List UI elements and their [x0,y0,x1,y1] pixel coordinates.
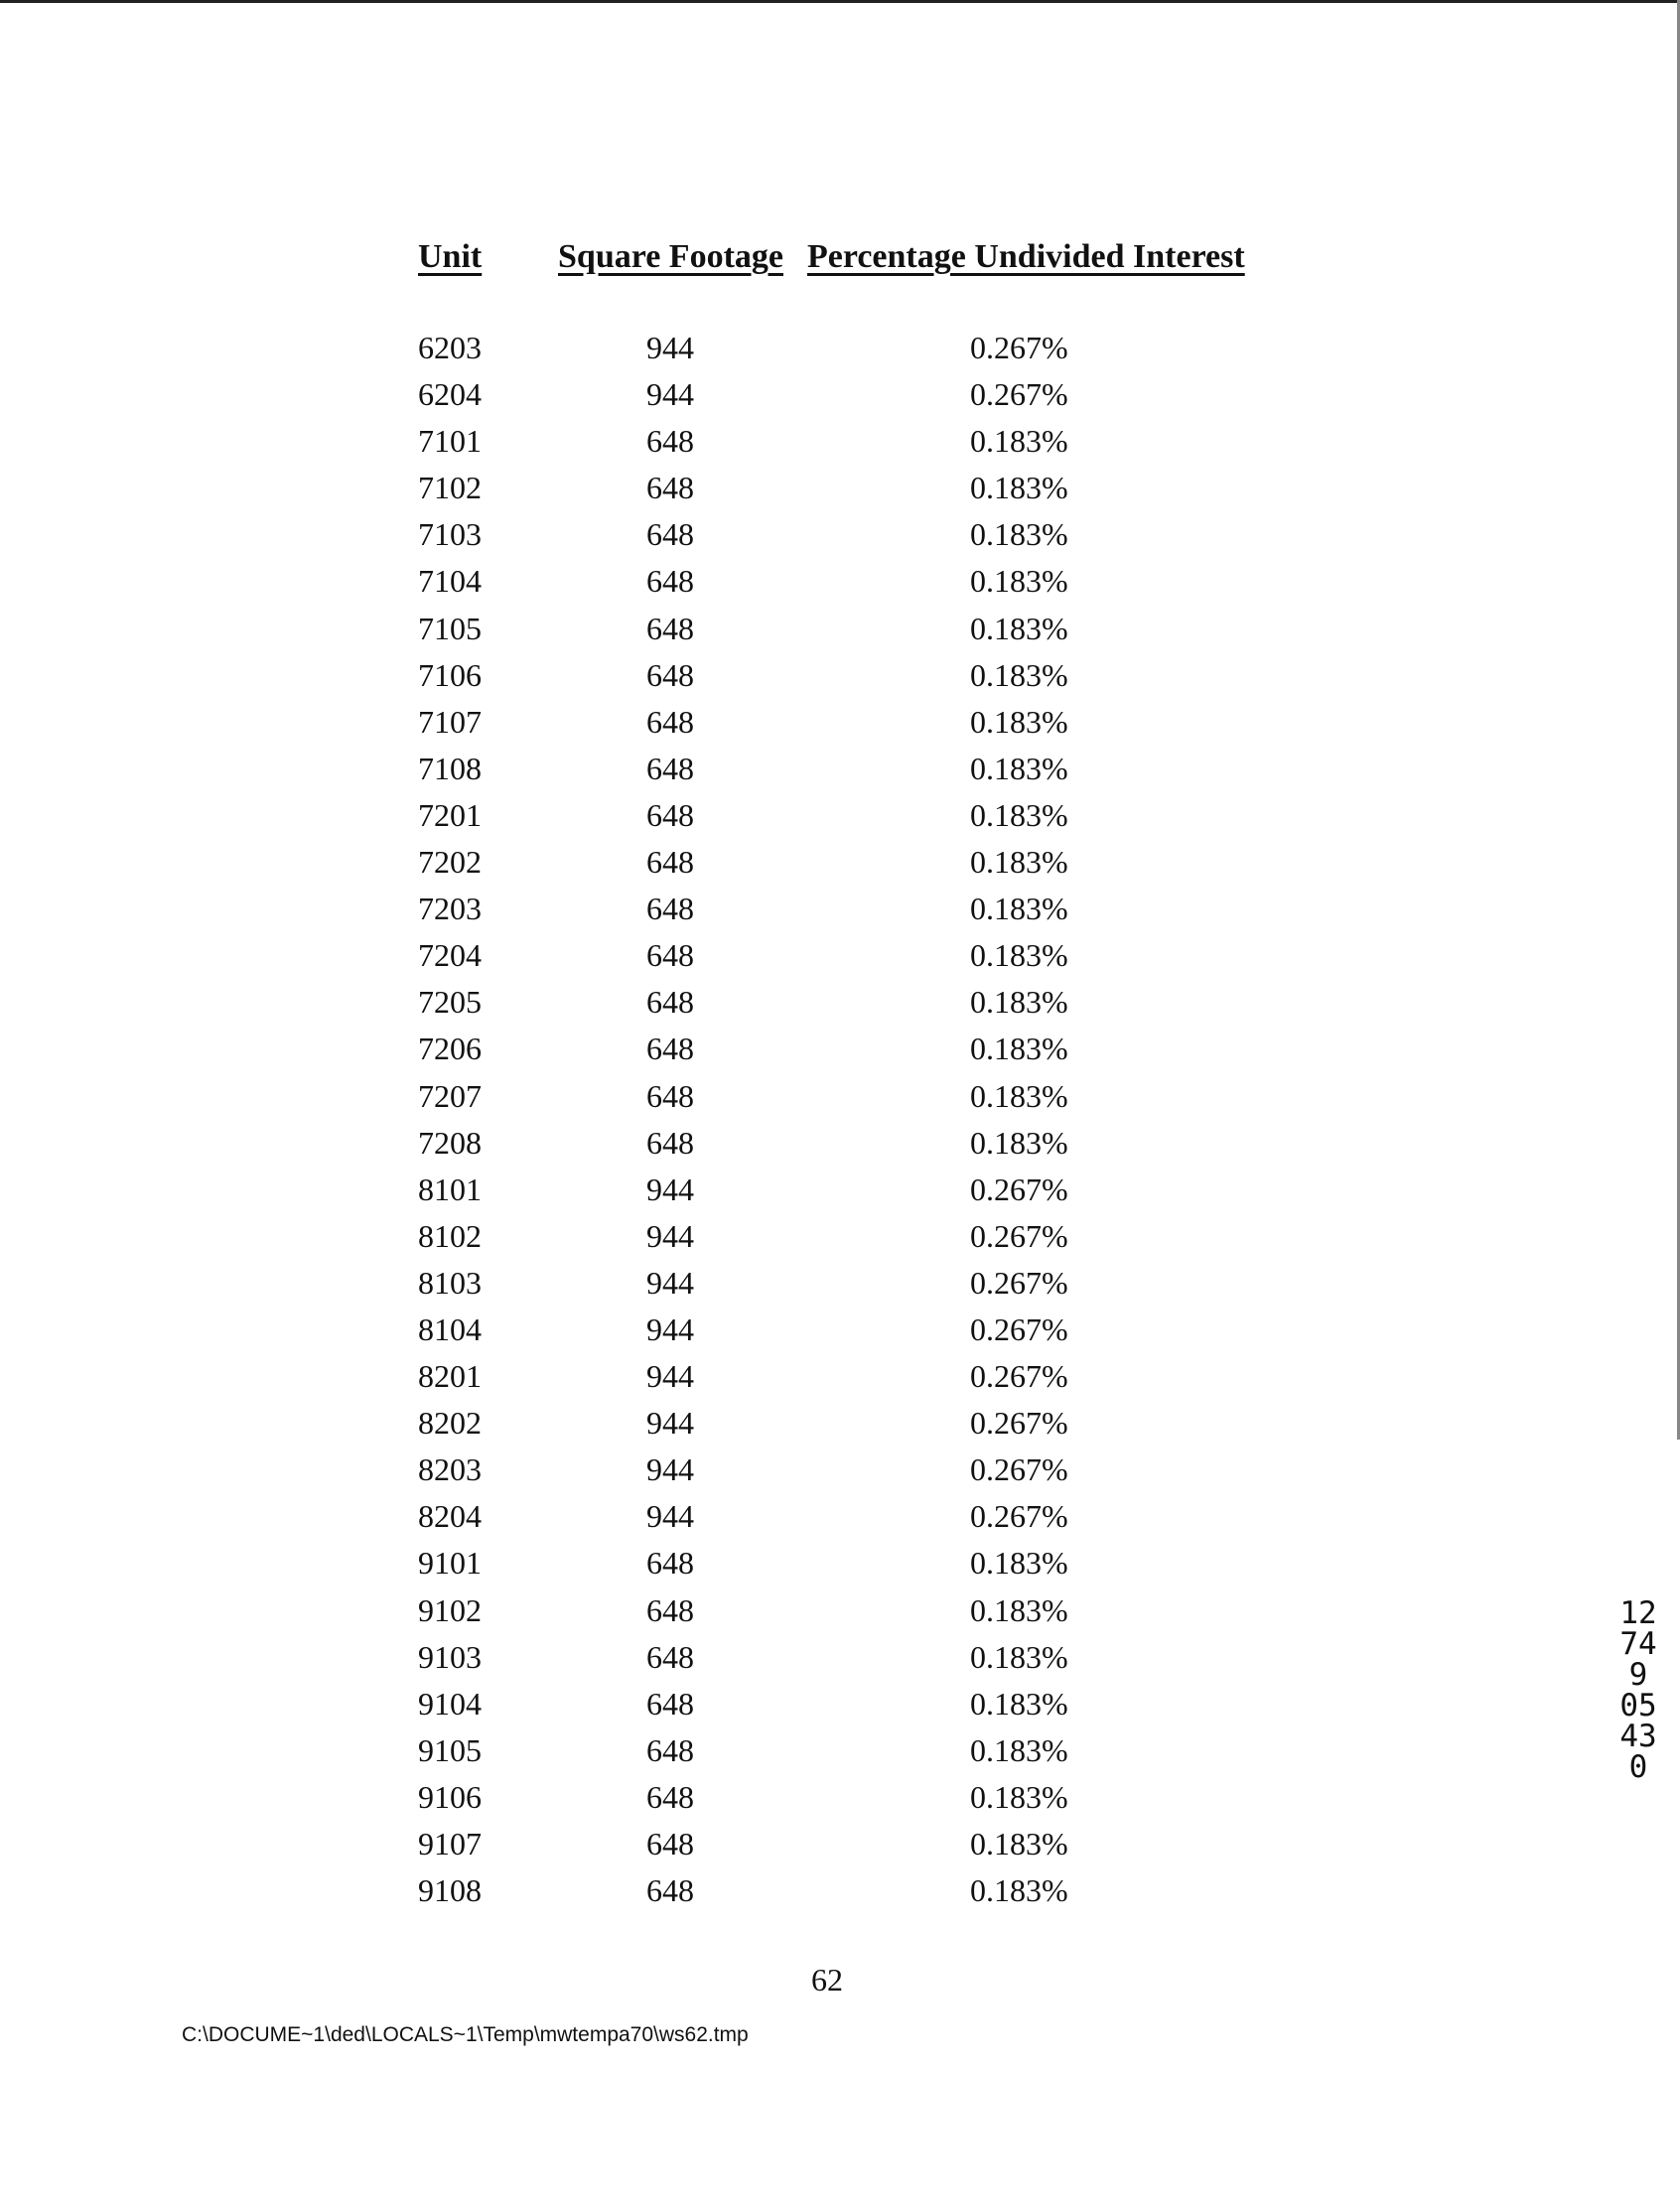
cell-percentage: 0.183% [970,1124,1068,1161]
cell-square-footage: 648 [646,984,694,1021]
cell-unit: 7207 [418,1077,482,1114]
cell-square-footage: 944 [646,1498,694,1535]
cell-square-footage: 648 [646,656,694,693]
cell-percentage: 0.183% [970,984,1068,1021]
cell-square-footage: 648 [646,1638,694,1675]
cell-square-footage: 944 [646,1405,694,1442]
cell-unit: 9108 [418,1872,482,1909]
cell-unit: 8102 [418,1217,482,1254]
table-row [0,1218,1680,1265]
cell-unit: 7106 [418,656,482,693]
cell-square-footage: 944 [646,1358,694,1395]
cell-percentage: 0.267% [970,330,1068,365]
cell-percentage: 0.267% [970,1498,1068,1535]
cell-percentage: 0.183% [970,1545,1068,1582]
cell-percentage: 0.267% [970,1451,1068,1488]
cell-unit: 8101 [418,1171,482,1207]
header-unit: Unit [418,238,483,275]
cell-square-footage: 648 [646,1872,694,1909]
cell-square-footage: 648 [646,1685,694,1722]
table-row [0,330,1680,376]
table-row [0,1872,1680,1919]
cell-square-footage: 944 [646,1217,694,1254]
cell-unit: 9105 [418,1731,482,1768]
table-row [0,704,1680,751]
table-row [0,1639,1680,1686]
cell-unit: 6203 [418,330,482,365]
cell-square-footage: 648 [646,1124,694,1161]
cell-square-footage: 648 [646,1591,694,1628]
table-row [0,1779,1680,1826]
cell-square-footage: 648 [646,563,694,600]
cell-square-footage: 648 [646,1826,694,1861]
cell-square-footage: 648 [646,1077,694,1114]
cell-square-footage: 944 [646,376,694,413]
cell-percentage: 0.267% [970,1310,1068,1347]
cell-unit: 7208 [418,1124,482,1161]
table-row [0,1732,1680,1779]
cell-percentage: 0.183% [970,1031,1068,1067]
table-row [0,1826,1680,1872]
table-row [0,1686,1680,1732]
cell-square-footage: 648 [646,796,694,833]
cell-square-footage: 944 [646,1171,694,1207]
cell-percentage: 0.183% [970,844,1068,881]
table-row [0,1078,1680,1125]
cell-square-footage: 648 [646,1031,694,1067]
cell-percentage: 0.183% [970,656,1068,693]
cell-unit: 7205 [418,984,482,1021]
cell-unit: 7204 [418,937,482,974]
table-row [0,1031,1680,1077]
cell-percentage: 0.183% [970,610,1068,646]
table-row [0,984,1680,1031]
table-row [0,1498,1680,1545]
cell-square-footage: 944 [646,1451,694,1488]
cell-unit: 9104 [418,1685,482,1722]
cell-unit: 8202 [418,1405,482,1442]
table-row [0,1405,1680,1451]
table-row [0,516,1680,563]
cell-square-footage: 648 [646,470,694,506]
document-stamp-number: 12749 05430 [1619,1595,1657,1785]
table-row [0,1125,1680,1172]
cell-percentage: 0.267% [970,376,1068,413]
cell-percentage: 0.183% [970,1685,1068,1722]
table-row [0,470,1680,516]
cell-percentage: 0.183% [970,1778,1068,1815]
table-row [0,1358,1680,1405]
table-row [0,1172,1680,1218]
cell-square-footage: 648 [646,423,694,460]
cell-percentage: 0.267% [970,1358,1068,1395]
cell-percentage: 0.183% [970,1077,1068,1114]
cell-unit: 9101 [418,1545,482,1582]
cell-percentage: 0.183% [970,750,1068,786]
cell-square-footage: 648 [646,1778,694,1815]
cell-unit: 7203 [418,891,482,927]
cell-square-footage: 944 [646,1264,694,1301]
cell-unit: 9102 [418,1591,482,1628]
header-square-footage: Square Footage [558,238,783,275]
cell-percentage: 0.183% [970,703,1068,740]
cell-unit: 7202 [418,844,482,881]
cell-square-footage: 648 [646,610,694,646]
cell-square-footage: 648 [646,891,694,927]
cell-unit: 7103 [418,516,482,553]
cell-unit: 8103 [418,1264,482,1301]
cell-square-footage: 944 [646,330,694,365]
cell-percentage: 0.183% [970,423,1068,460]
cell-percentage: 0.183% [970,1591,1068,1628]
cell-percentage: 0.183% [970,516,1068,553]
cell-percentage: 0.267% [970,1405,1068,1442]
table-row [0,657,1680,704]
cell-square-footage: 648 [646,844,694,881]
cell-percentage: 0.183% [970,470,1068,506]
cell-percentage: 0.267% [970,1217,1068,1254]
cell-percentage: 0.183% [970,1826,1068,1861]
cell-percentage: 0.183% [970,1638,1068,1675]
cell-percentage: 0.183% [970,1731,1068,1768]
cell-percentage: 0.183% [970,796,1068,833]
cell-unit: 9106 [418,1778,482,1815]
table-row [0,1451,1680,1498]
cell-unit: 7108 [418,750,482,786]
table-row [0,751,1680,797]
cell-percentage: 0.267% [970,1171,1068,1207]
table-row [0,423,1680,470]
cell-unit: 8204 [418,1498,482,1535]
table-row [0,1265,1680,1311]
cell-percentage: 0.267% [970,1264,1068,1301]
cell-unit: 9103 [418,1638,482,1675]
cell-square-footage: 648 [646,1545,694,1582]
table-row [0,376,1680,423]
cell-unit: 8104 [418,1310,482,1347]
page-number: 62 [811,1962,843,1998]
cell-unit: 8203 [418,1451,482,1488]
table-row [0,1545,1680,1591]
cell-square-footage: 648 [646,1731,694,1768]
table-row [0,1311,1680,1358]
table-row [0,797,1680,844]
cell-unit: 7101 [418,423,482,460]
table-row [0,891,1680,937]
cell-square-footage: 944 [646,1310,694,1347]
cell-percentage: 0.183% [970,937,1068,974]
table-body [0,330,1680,1919]
cell-square-footage: 648 [646,703,694,740]
table-row [0,1592,1680,1639]
cell-percentage: 0.183% [970,1872,1068,1909]
table-row [0,563,1680,610]
cell-square-footage: 648 [646,937,694,974]
cell-unit: 7105 [418,610,482,646]
header-percentage-undivided-interest: Percentage Undivided Interest [807,238,1245,275]
cell-unit: 8201 [418,1358,482,1395]
table-row [0,937,1680,984]
cell-unit: 7107 [418,703,482,740]
cell-square-footage: 648 [646,516,694,553]
table-row [0,844,1680,891]
cell-percentage: 0.183% [970,563,1068,600]
cell-square-footage: 648 [646,750,694,786]
cell-unit: 9107 [418,1826,482,1861]
cell-unit: 7206 [418,1031,482,1067]
cell-unit: 7104 [418,563,482,600]
cell-unit: 7201 [418,796,482,833]
table-row [0,611,1680,657]
cell-percentage: 0.183% [970,891,1068,927]
cell-unit: 7102 [418,470,482,506]
footer-file-path: C:\DOCUME~1\ded\LOCALS~1\Temp\mwtempa70\ws62.tmp [182,2023,749,2046]
cell-unit: 6204 [418,376,482,413]
